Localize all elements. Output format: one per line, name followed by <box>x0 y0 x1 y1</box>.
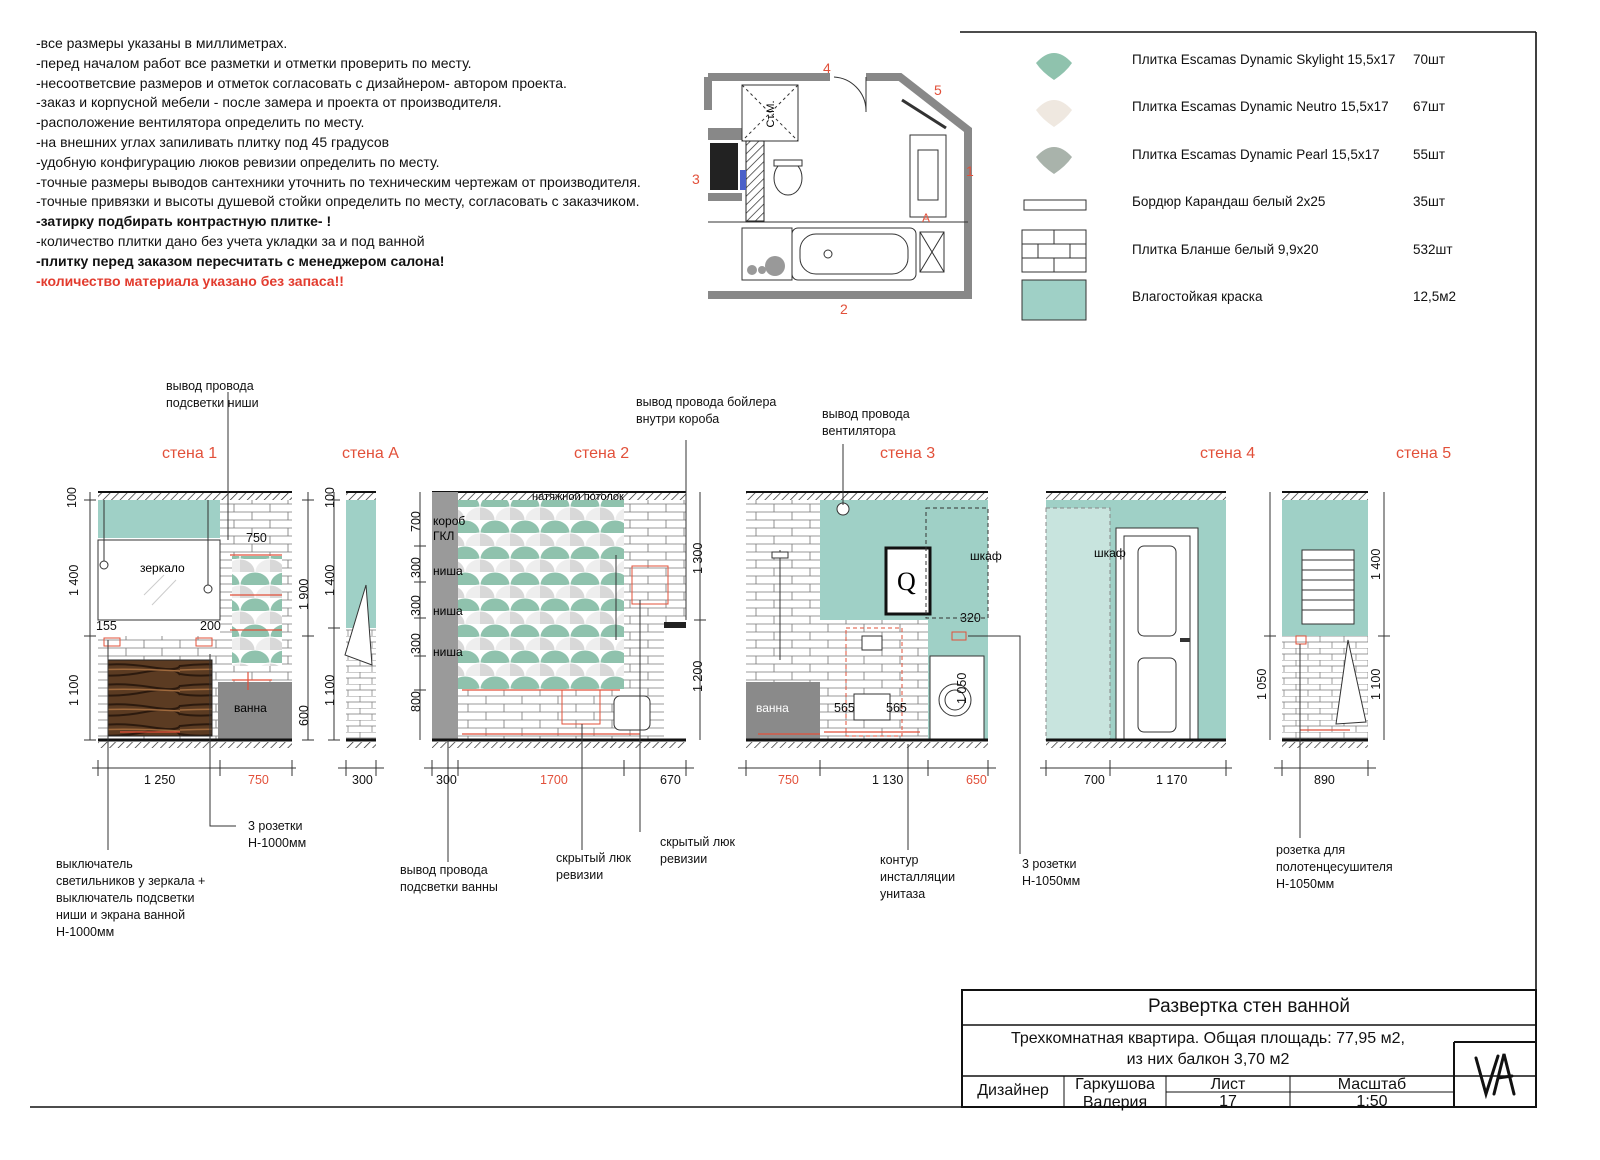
label-niche-3: ниша <box>433 645 463 659</box>
callout-line: 3 розетки <box>1022 857 1077 871</box>
sheet-title: Развертка стен ванной <box>1148 996 1350 1017</box>
dim-text: 1 170 <box>1156 773 1188 787</box>
designer-logo <box>1458 1046 1534 1104</box>
legend-name: Плитка Escamas Dynamic Neutro 15,5х17 <box>1132 99 1389 114</box>
dim-text: 1700 <box>540 773 568 787</box>
sheet-label: Лист <box>1210 1076 1246 1093</box>
dim-text: 700 <box>1084 773 1105 787</box>
scale-label: Масштаб <box>1337 1076 1407 1093</box>
label-cabinet-4: шкаф <box>1094 546 1126 560</box>
wall-title-4: стена 4 <box>1200 445 1256 462</box>
label-bath-1: ванна <box>234 701 267 715</box>
callout-line: скрытый люк <box>660 835 735 849</box>
legend-qty: 55шт <box>1413 147 1446 162</box>
wall-title-2: стена 2 <box>574 445 630 462</box>
dim-text: 800 <box>409 691 423 712</box>
label-bath-3: ванна <box>756 701 789 715</box>
callout-line: инсталляции <box>880 870 956 884</box>
callout-line: внутри короба <box>636 412 720 426</box>
callout-line: выключатель подсветки <box>56 891 195 905</box>
dim-text: 600 <box>297 705 311 726</box>
dim-text: 200 <box>200 619 221 633</box>
callout-line: полотенцесушителя <box>1276 860 1393 874</box>
plan-wall-5: 5 <box>934 82 942 98</box>
dim-text: 1 400 <box>323 564 337 596</box>
dim-text: 1 100 <box>323 674 337 706</box>
note-line-warning: -количество материала указано без запаса!! <box>36 272 344 289</box>
note-line: -удобную конфигурацию люков ревизии определить по месту. <box>36 153 440 170</box>
callout-line: вывод провода <box>166 379 254 393</box>
callout-line: Н-1050мм <box>1022 874 1081 888</box>
shower-label: Ст.М. <box>765 100 777 128</box>
note-line-bold: -плитку перед заказом пересчитать с менеджером салона! <box>36 252 445 269</box>
dim-text: 1 050 <box>1255 668 1269 700</box>
legend-name: Плитка Escamas Dynamic Pearl 15,5х17 <box>1132 147 1380 162</box>
callout-line: унитаза <box>880 887 926 901</box>
dim-text: 750 <box>778 773 799 787</box>
label-ceiling: натяжной потолок <box>532 491 624 503</box>
dim-text: 1 250 <box>144 773 176 787</box>
note-line: -точные привязки и высоты душевой стойки определить по месту, согласовать с заказчиком. <box>36 193 640 210</box>
label-mirror: зеркало <box>140 561 185 575</box>
wall-title-1: стена 1 <box>162 445 218 462</box>
dim-text: 320 <box>960 611 981 625</box>
callout-line: подсветки ванны <box>400 880 498 894</box>
legend-qty: 67шт <box>1413 99 1446 114</box>
dim-text: 1 200 <box>691 660 705 692</box>
callout-line: розетка для <box>1276 843 1346 857</box>
callout-line: выключатель <box>56 857 133 871</box>
dim-text: 100 <box>65 487 79 508</box>
dim-text: 670 <box>660 773 681 787</box>
dim-text: 1 130 <box>872 773 904 787</box>
scale-value: 1:50 <box>1356 1093 1388 1110</box>
designer-name-2: Валерия <box>1082 1094 1148 1111</box>
label-niche-1: ниша <box>433 564 463 578</box>
note-line: -заказ и корпусной мебели - после замера и проекта от производителя. <box>36 94 502 111</box>
dim-text: 750 <box>248 773 269 787</box>
wall-title-3: стена 3 <box>880 445 936 462</box>
callout-line: ниши и экрана ванной <box>56 908 186 922</box>
legend-qty: 35шт <box>1413 194 1446 209</box>
dim-text: 155 <box>96 619 117 633</box>
note-line: -перед началом работ все разметки и отметки проверить по месту. <box>36 54 472 71</box>
callout-line: скрытый люк <box>556 851 631 865</box>
dim-text: 300 <box>352 773 373 787</box>
callout-line: вывод провода <box>822 407 910 421</box>
dim-text: 700 <box>409 511 423 532</box>
legend-qty: 532шт <box>1413 242 1453 257</box>
dim-text: 890 <box>1314 773 1335 787</box>
dim-text: 1 300 <box>691 542 705 574</box>
wall-title-a: стена А <box>342 445 399 462</box>
dim-text: 1 400 <box>1369 548 1383 580</box>
callout-line: Н-1000мм <box>56 925 115 939</box>
callout-line: вывод провода бойлера <box>636 395 777 409</box>
dim-text: 300 <box>409 595 423 616</box>
label-cabinet-3: шкаф <box>970 549 1002 563</box>
dim-text: 1 050 <box>955 672 969 704</box>
designer-name-1: Гаркушова <box>1075 1076 1155 1093</box>
sheet-number: 17 <box>1219 1093 1237 1110</box>
note-line: -на внешних углах запиливать плитку под 45 градусов <box>36 133 390 150</box>
project-line-2: из них балкон 3,70 м2 <box>1126 1051 1290 1068</box>
callout-line: вывод провода <box>400 863 488 877</box>
dim-text: 565 <box>886 701 907 715</box>
note-line: -несоответсвие размеров и отметок согласовать с дизайнером- автором проекта. <box>36 74 567 91</box>
dim-text: 100 <box>323 487 337 508</box>
callout-line: ревизии <box>556 868 604 882</box>
note-line: -количество плитки дано без учета укладки за и под ванной <box>36 232 425 249</box>
plan-wall-4: 4 <box>823 60 831 76</box>
callout-line: вентилятора <box>822 424 896 438</box>
note-line-bold: -затирку подбирать контрастную плитке- ! <box>36 213 332 230</box>
plan-wall-3: 3 <box>692 171 700 187</box>
dim-text: 1 900 <box>297 578 311 610</box>
legend-qty: 70шт <box>1413 52 1446 67</box>
label-poster-q: Q <box>897 567 916 596</box>
callout-line: 3 розетки <box>248 819 303 833</box>
dim-text: 1 100 <box>67 674 81 706</box>
legend-qty: 12,5м2 <box>1413 289 1457 304</box>
legend-name: Влагостойкая краска <box>1132 289 1263 304</box>
dim-text: 300 <box>409 633 423 654</box>
dim-text: 1 400 <box>67 564 81 596</box>
dim-text: 1 100 <box>1369 668 1383 700</box>
legend-name: Плитка Бланше белый 9,9х20 <box>1132 242 1319 257</box>
dim-text: 565 <box>834 701 855 715</box>
callout-line: контур <box>880 853 919 867</box>
legend-name: Плитка Escamas Dynamic Skylight 15,5х17 <box>1132 52 1396 67</box>
label-niche-2: ниша <box>433 604 463 618</box>
wall-title-5: стена 5 <box>1396 445 1452 462</box>
plan-wall-2: 2 <box>840 301 848 317</box>
dim-text: 750 <box>246 531 267 545</box>
note-line: -точные размеры выводов сантехники уточнить по техническим чертежам от производителя. <box>36 173 641 190</box>
callout-line: светильников у зеркала + <box>56 874 206 888</box>
plan-wall-1: 1 <box>966 163 974 179</box>
legend-name: Бордюр Карандаш белый 2х25 <box>1132 194 1326 209</box>
callout-line: ревизии <box>660 852 708 866</box>
callout-line: Н-1000мм <box>248 836 307 850</box>
project-line-1: Трехкомнатная квартира. Общая площадь: 77,95 м2, <box>1011 1030 1405 1047</box>
note-line: -расположение вентилятора определить по месту. <box>36 114 365 131</box>
designer-label: Дизайнер <box>977 1082 1049 1099</box>
callout-line: Н-1050мм <box>1276 877 1335 891</box>
dim-text: 300 <box>409 557 423 578</box>
plan-marker-a: А <box>922 211 931 225</box>
callout-line: подсветки ниши <box>166 396 259 410</box>
label-box: короб <box>433 514 466 528</box>
dim-text: 300 <box>436 773 457 787</box>
label-gkl: ГКЛ <box>433 529 455 543</box>
note-line: -все размеры указаны в миллиметрах. <box>36 35 288 51</box>
dim-text: 650 <box>966 773 987 787</box>
